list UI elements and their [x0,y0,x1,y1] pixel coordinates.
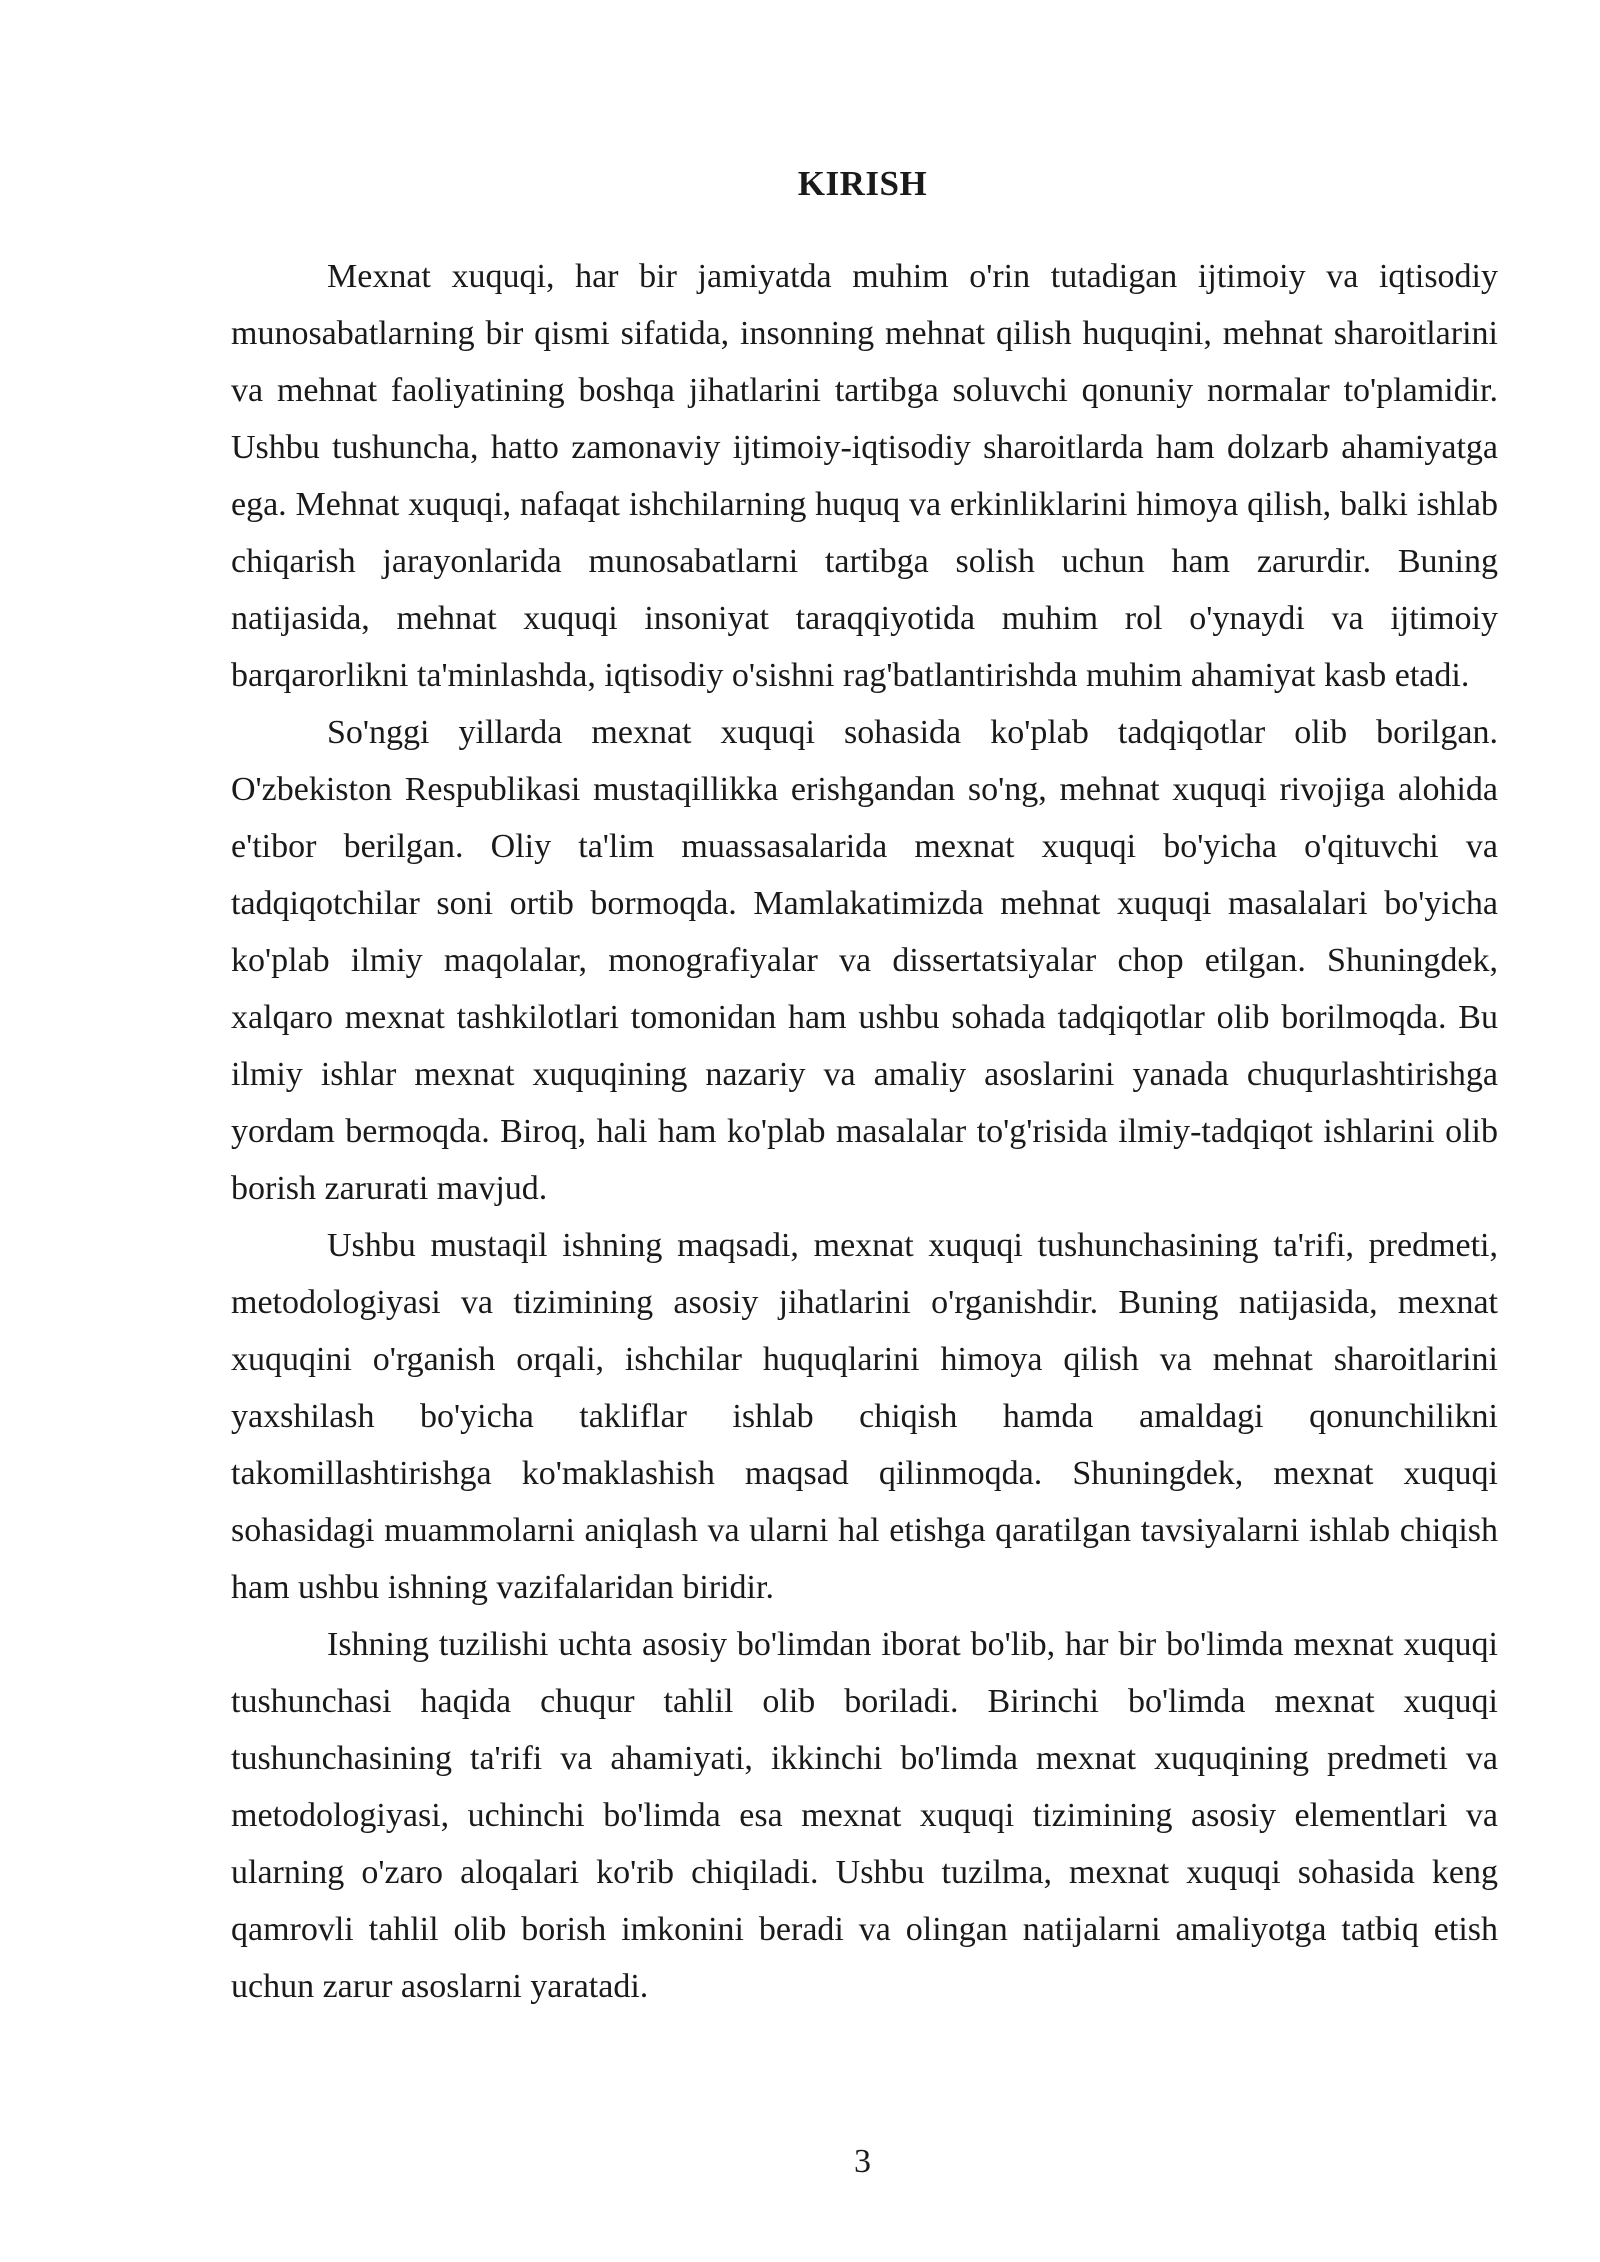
section-title: KIRISH [797,164,928,203]
paragraph-2: So'nggi yillarda mexnat xuquqi sohasida ko'plab tadqiqotlar olib borilgan. O'zbekiston Respublikasi mustaqillikka erishgandan so'ng, mehnat xuquqi rivojiga alohida e'tibor berilgan. Oliy ta'lim muassasalarida mexnat xuquqi bo'yicha o'qituvchi va tadqiqotchilar soni ortib bormoqda. Mamlakatimizda mehnat xuquqi masalalari bo'yicha ko'plab ilmiy maqolalar, monografiyalar va dissertatsiyalar chop etilgan. Shuningdek, xalqaro mexnat tashkilotlari tomonidan ham ushbu sohada tadqiqotlar olib borilmoqda. Bu ilmiy ishlar mexnat xuquqining nazariy va amaliy asoslarini yanada chuqurlashtirishga yordam bermoqda. Biroq, hali ham ko'plab masalalar to'g'risida ilmiy-tadqiqot ishlarini olib borish zarurati mavjud. [231,714,1498,1207]
paragraph-4: Ishning tuzilishi uchta asosiy bo'limdan iborat bo'lib, har bir bo'limda mexnat xuquqi tushunchasi haqida chuqur tahlil olib boriladi. Birinchi bo'limda mexnat xuquqi tushunchasining ta'rifi va ahamiyati, ikkinchi bo'limda mexnat xuquqining predmeti va metodologiyasi, uchinchi bo'limda esa mexnat xuquqi tizimining asosiy elementlari va ularning o'zaro aloqalari ko'rib chiqiladi. Ushbu tuzilma, mexnat xuquqi sohasida keng qamrovli tahlil olib borish imkonini beradi va olingan natijalarni amaliyotga tatbiq etish uchun zarur asoslarni yaratadi. [231,1626,1498,2005]
body-text [231,248,1498,2015]
paragraph-1: Mexnat xuquqi, har bir jamiyatda muhim o'rin tutadigan ijtimoiy va iqtisodiy munosabatlarning bir qismi sifatida, insonning mehnat qilish huquqini, mehnat sharoitlarini va mehnat faoliyatining boshqa jihatlarini tartibga soluvchi qonuniy normalar to'plamidir. Ushbu tushuncha, hatto zamonaviy ijtimoiy-iqtisodiy sharoitlarda ham dolzarb ahamiyatga ega. Mehnat xuquqi, nafaqat ishchilarning huquq va erkinliklarini himoya qilish, balki ishlab chiqarish jarayonlarida munosabatlarni tartibga solish uchun ham zarurdir. Buning natijasida, mehnat xuquqi insoniyat taraqqiyotida muhim rol o'ynaydi va ijtimoiy barqarorlikni ta'minlashda, iqtisodiy o'sishni rag'batlantirishda muhim ahamiyat kasb etadi. [231,258,1498,694]
page-number: 3 [854,2143,871,2180]
paragraph-3: Ushbu mustaqil ishning maqsadi, mexnat xuquqi tushunchasining ta'rifi, predmeti, metodologiyasi va tizimining asosiy jihatlarini o'rganishdir. Buning natijasida, mexnat xuquqini o'rganish orqali, ishchilar huquqlarini himoya qilish va mehnat sharoitlarini yaxshilash bo'yicha takliflar ishlab chiqish hamda amaldagi qonunchilikni takomillashtirishga ko'maklashish maqsad qilinmoqda. Shuningdek, mexnat xuquqi sohasidagi muammolarni aniqlash va ularni hal etishga qaratilgan tavsiyalarni ishlab chiqish ham ushbu ishning vazifalaridan biridir. [231,1227,1498,1606]
